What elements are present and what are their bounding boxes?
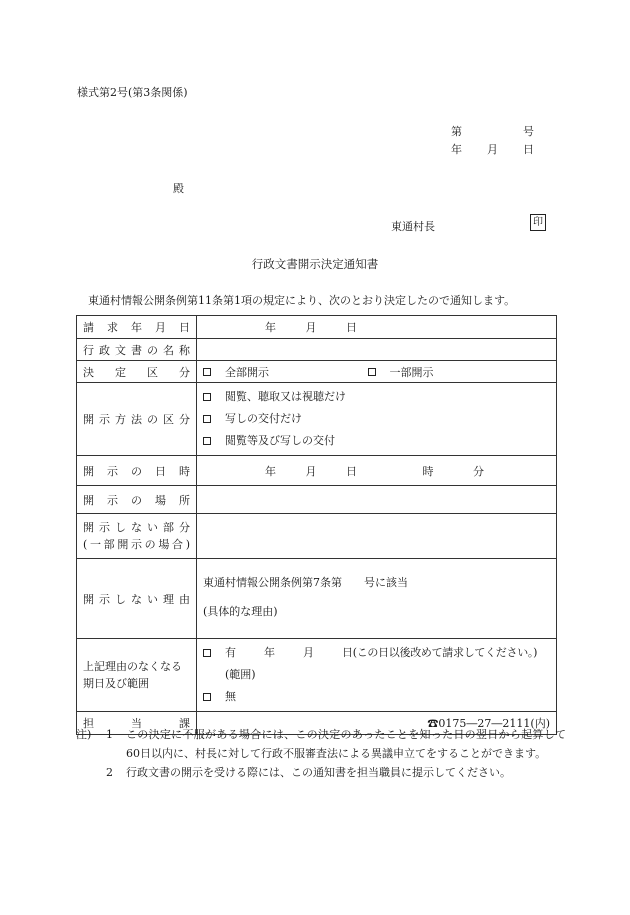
row-request-date xyxy=(77,316,557,339)
note-2-text: 行政文書の開示を受ける際には、この通知書を担当職員に提示してください。 xyxy=(126,766,511,779)
row-datetime xyxy=(77,456,557,486)
label-expiry: 上記理由のなくなる xyxy=(83,660,182,673)
date-year: 年 xyxy=(451,143,462,156)
note-1-text: この決定に不服がある場合には、この決定のあったことを知った日の翌日から起算して60日以内に、村長に対して行政不服審査法による異議申立てをすることができます。 xyxy=(126,728,566,760)
request-month: 月 xyxy=(305,321,317,334)
date-month: 月 xyxy=(487,143,498,156)
expiry-month: 月 xyxy=(303,646,314,659)
label-request-date: 請求年月日 xyxy=(83,321,190,334)
label-expiry-2: 期日及び範囲 xyxy=(83,677,149,690)
checkbox-icon[interactable] xyxy=(203,368,211,376)
request-year: 年 xyxy=(265,321,276,334)
note-1-number: 1 xyxy=(106,728,113,741)
row-doc-name xyxy=(77,339,557,361)
seal-box: 印 xyxy=(530,214,546,231)
reason-clause: 東通村情報公開条例第7条第 号に該当 xyxy=(203,576,408,589)
checkbox-icon[interactable] xyxy=(203,649,211,657)
option-view-and-copy[interactable]: 閲覧等及び写しの交付 xyxy=(203,430,550,452)
option-full-disclosure[interactable]: 全部開示 xyxy=(203,364,269,380)
label-reason: 開示しない理由 xyxy=(83,592,190,606)
label-decision: 決定区分 xyxy=(83,365,190,379)
request-day: 日 xyxy=(346,321,357,334)
row-place xyxy=(77,486,557,514)
disclosure-year: 年 xyxy=(265,464,276,478)
note-2-number: 2 xyxy=(106,766,113,779)
option-partial-disclosure[interactable]: 一部開示 xyxy=(368,364,434,380)
checkbox-icon[interactable] xyxy=(203,693,211,701)
issuer-name: 東通村長 xyxy=(391,220,435,233)
reason-specific: (具体的な理由) xyxy=(203,605,278,618)
disclosure-minute: 分 xyxy=(473,464,484,478)
expiry-day-note: 日(この日以後改めて請求してください。) xyxy=(342,646,538,659)
label-place: 開示の場所 xyxy=(83,493,190,507)
label-datetime: 開示の日時 xyxy=(83,464,190,478)
note-2 xyxy=(76,763,566,782)
notes-section xyxy=(76,725,566,782)
staff-phone: ☎0175―27―2111(内) xyxy=(197,712,557,735)
option-expiry-yes[interactable]: 有 年 月 日(この日以後改めて請求してください。) xyxy=(203,642,550,664)
option-copy-only[interactable]: 写しの交付だけ xyxy=(203,408,550,430)
notice-form-table xyxy=(76,315,557,735)
checkbox-icon[interactable] xyxy=(203,415,211,423)
row-reason xyxy=(77,559,557,639)
place-value[interactable] xyxy=(197,486,557,514)
label-method: 開示方法の区分 xyxy=(83,413,190,426)
row-undisclosed xyxy=(77,514,557,559)
number-suffix: 号 xyxy=(523,125,534,138)
checkbox-icon[interactable] xyxy=(368,368,376,376)
disclosure-month: 月 xyxy=(305,464,317,478)
row-decision xyxy=(77,361,557,383)
expiry-scope: (範囲) xyxy=(225,668,256,681)
checkbox-icon[interactable] xyxy=(203,437,211,445)
label-doc-name: 行政文書の名称 xyxy=(83,343,190,357)
label-staff: 担当課 xyxy=(83,717,190,730)
intro-text: 東通村情報公開条例第11条第1項の規定により、次のとおり決定したので通知します。 xyxy=(88,294,516,307)
label-undisclosed: 開示しない部分 xyxy=(83,521,190,534)
expiry-year: 年 xyxy=(264,646,275,659)
document-title: 行政文書開示決定通知書 xyxy=(251,257,379,271)
date-day: 日 xyxy=(523,143,534,156)
undisclosed-value[interactable] xyxy=(197,514,557,559)
doc-name-value[interactable] xyxy=(197,339,557,361)
disclosure-day: 日 xyxy=(346,464,357,478)
note-1 xyxy=(76,725,566,763)
addressee: 殿 xyxy=(173,182,184,195)
checkbox-icon[interactable] xyxy=(203,393,211,401)
row-method xyxy=(77,383,557,456)
row-expiry xyxy=(77,639,557,712)
option-expiry-no[interactable]: 無 xyxy=(203,686,550,708)
notes-mark: 注) xyxy=(76,728,92,741)
number-prefix: 第 xyxy=(451,125,462,138)
form-id: 様式第2号(第3条関係) xyxy=(77,86,188,99)
option-view-only[interactable]: 閲覧、聴取又は視聴だけ xyxy=(203,386,550,408)
disclosure-hour: 時 xyxy=(422,464,434,478)
label-undisclosed-note: (一部開示の場合) xyxy=(83,538,190,551)
